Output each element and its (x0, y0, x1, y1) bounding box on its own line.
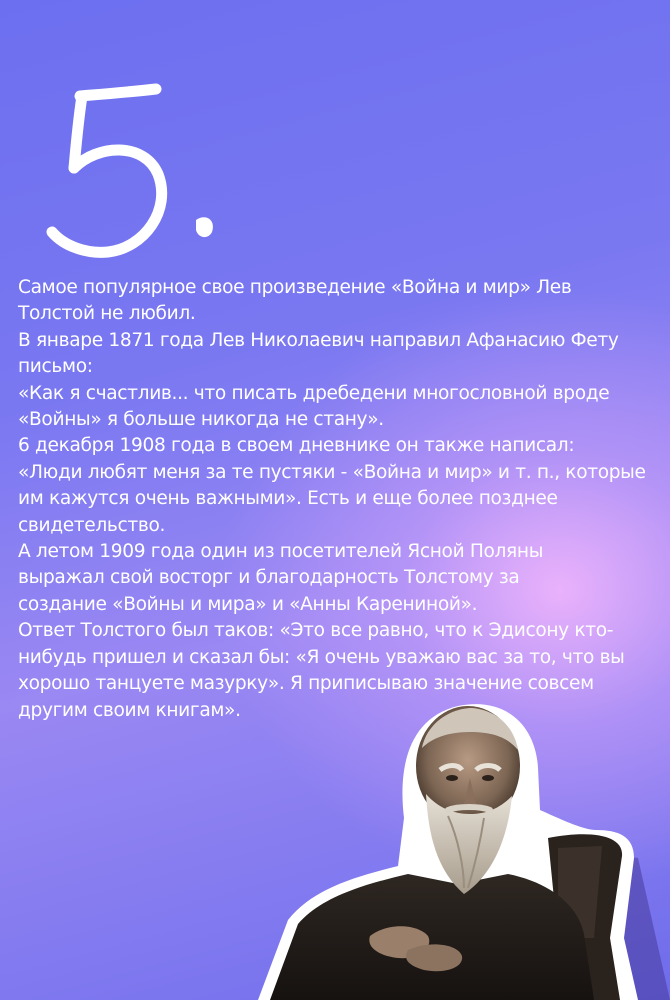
text-line: создание «Войны и мира» и «Анны Карениной». (18, 593, 478, 615)
text-line: свидетельство. (18, 514, 166, 536)
text-line: «Как я счастлив... что писать дребедени многословной вроде (18, 382, 610, 404)
text-line: Ответ Толстого был таков: «Это все равно, что к Эдисону кто- (18, 620, 614, 642)
slide-number (22, 72, 262, 272)
text-line: А летом 1909 года один из посетителей Ясной Поляны (18, 541, 544, 563)
text-line: «Люди любят меня за те пустяки - «Война и мир» и т. п., которые (18, 461, 646, 483)
text-line: Толстой не любил. (18, 303, 196, 325)
text-line: «Войны» я больше никогда не стану». (18, 409, 384, 431)
text-line: письмо: (18, 356, 93, 378)
text-line: нибудь пришел и сказал бы: «Я очень уважаю вас за то, что вы (18, 646, 625, 668)
text-line: Самое популярное свое произведение «Война и мир» Лев (18, 277, 572, 298)
portrait-photo (258, 698, 670, 1000)
text-line: другим своим книгам». (18, 699, 241, 721)
text-line: хорошо танцуете мазурку». Я приписываю значение совсем (18, 673, 594, 695)
body-text (18, 275, 658, 724)
text-line: В январе 1871 года Лев Николаевич направил Афанасию Фету (18, 329, 619, 351)
text-line: выражал свой восторг и благодарность Толстому за (18, 567, 520, 589)
text-line: 6 декабря 1908 года в своем дневнике он также написал: (18, 435, 575, 457)
text-line: им кажутся очень важными». Есть и еще более позднее (18, 488, 558, 510)
